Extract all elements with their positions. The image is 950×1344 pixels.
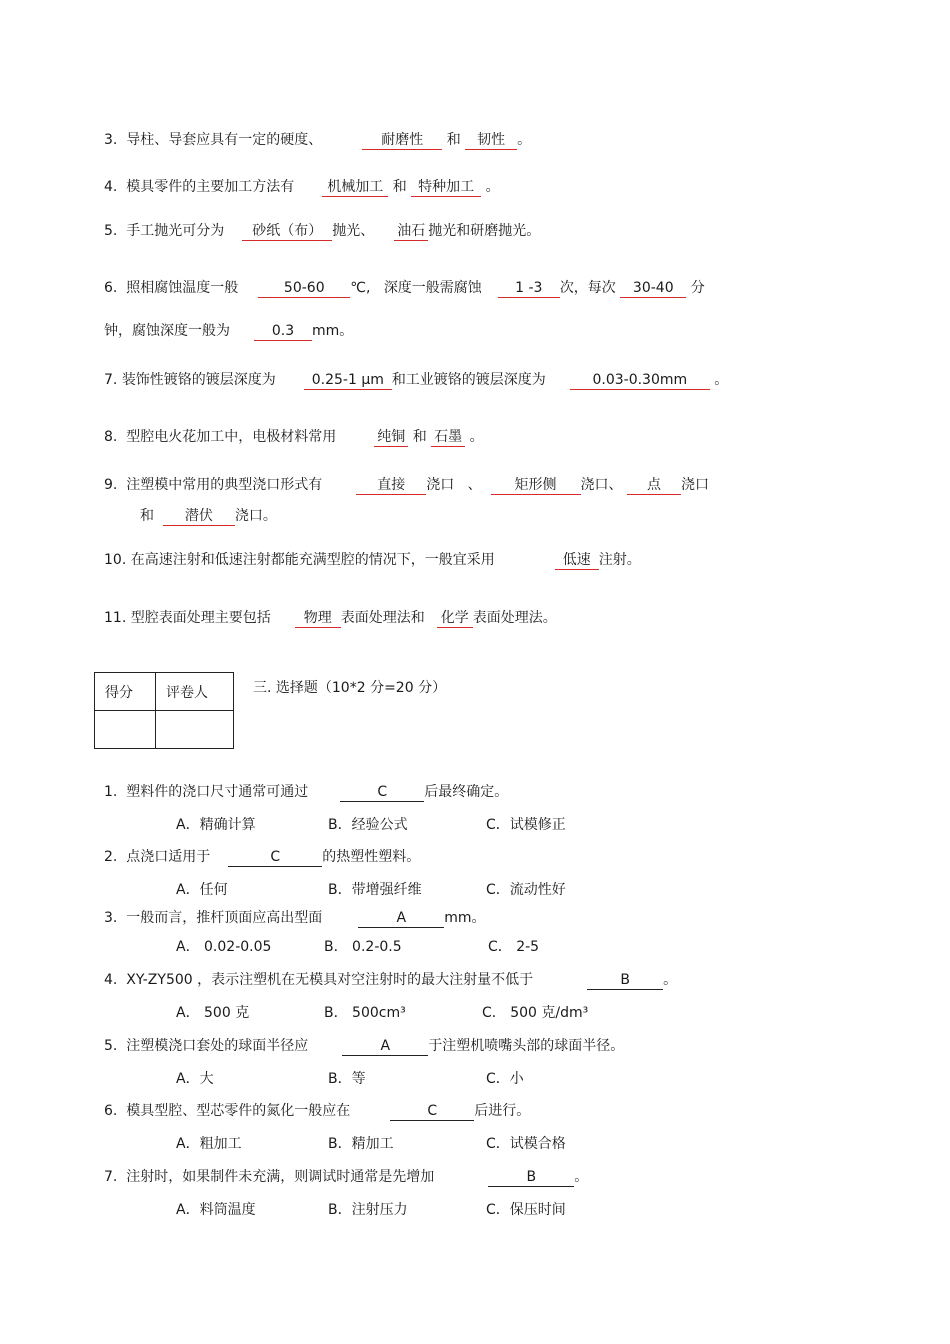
choice-q1: 1. 塑料件的浇口尺寸通常可通过 C 后最终确定。	[104, 784, 509, 800]
choice-q7: 7. 注射时，如果制件未充满，则调试时通常是先增加 B 。	[104, 1169, 589, 1185]
fill-q10: 10. 在高速注射和低速注射都能充满型腔的情况下，一般宜采用 低速 注射。	[104, 552, 641, 568]
answer-blank: 石墨	[431, 428, 465, 447]
option-c: C．流动性好	[486, 882, 566, 898]
option-c: C． 2-5	[488, 939, 540, 955]
choice-q3: 3. 一般而言，推杆顶面应高出型面 A mm。	[104, 910, 486, 926]
option-a: A． 500 克	[176, 1005, 250, 1021]
option-c: C．试模修正	[486, 817, 566, 833]
choice-answer: C	[340, 783, 424, 802]
choice-answer: A	[358, 909, 444, 928]
answer-blank: 纯铜	[374, 428, 408, 447]
option-a: A．精确计算	[176, 817, 256, 833]
option-a: A． 0.02-0.05	[176, 939, 272, 955]
fill-q9: 9. 注塑模中常用的典型浇口形式有 直接 浇口 、 矩形侧 浇口、 点 浇口	[104, 477, 709, 493]
option-b: B． 0.2-0.5	[324, 939, 402, 955]
answer-blank: 50-60	[258, 279, 350, 298]
choice-answer: B	[587, 971, 663, 990]
answer-blank: 0.25-1 μm	[304, 371, 392, 390]
choice-q5: 5. 注塑模浇口套处的球面半径应 A 于注塑机喷嘴头部的球面半径。	[104, 1038, 625, 1054]
section-title: 三. 选择题（10*2 分=20 分）	[253, 680, 447, 696]
answer-blank: 低速	[555, 551, 599, 570]
answer-blank: 耐磨性	[362, 131, 442, 150]
answer-blank: 韧性	[465, 131, 517, 150]
choice-answer: A	[342, 1037, 428, 1056]
answer-blank: 30-40	[620, 279, 686, 298]
score-header: 得分	[95, 673, 156, 711]
score-cell	[95, 711, 156, 749]
option-a: A．料筒温度	[176, 1202, 256, 1218]
answer-blank: 点	[627, 476, 681, 495]
answer-blank: 潜伏	[163, 507, 235, 526]
option-b: B．带增强纤维	[328, 882, 422, 898]
answer-blank: 1 -3	[498, 279, 560, 298]
fill-q5: 5. 手工抛光可分为 砂纸（布） 抛光、 油石 抛光和研磨抛光。	[104, 223, 541, 239]
fill-q6-cont: 钟，腐蚀深度一般为 0.3 mm。	[104, 323, 354, 339]
score-table	[94, 672, 234, 749]
fill-q3: 3. 导柱、导套应具有一定的硬度、 耐磨性 和 韧性 。	[104, 132, 532, 148]
option-c: C． 500 克/dm³	[482, 1005, 589, 1021]
choice-answer: C	[228, 848, 322, 867]
answer-blank: 砂纸（布）	[242, 222, 332, 241]
option-b: B．精加工	[328, 1136, 394, 1152]
option-b: B．注射压力	[328, 1202, 408, 1218]
fill-q7: 7. 装饰性镀铬的镀层深度为 0.25-1 μm 和工业镀铬的镀层深度为 0.03-0.30mm 。	[104, 372, 729, 388]
answer-blank: 物理	[295, 609, 341, 628]
answer-blank: 矩形侧	[491, 476, 581, 495]
choice-q4: 4. XY-ZY500 ，表示注塑机在无模具对空注射时的最大注射量不低于 B 。	[104, 972, 678, 988]
choice-q2: 2. 点浇口适用于 C 的热塑性塑料。	[104, 849, 421, 865]
answer-blank: 直接	[356, 476, 426, 495]
option-c: C．保压时间	[486, 1202, 566, 1218]
choice-answer: C	[390, 1102, 474, 1121]
answer-blank: 0.3	[254, 322, 312, 341]
fill-q4: 4. 模具零件的主要加工方法有 机械加工 和 特种加工 。	[104, 179, 500, 195]
fill-q6: 6. 照相腐蚀温度一般 50-60 ℃, 深度一般需腐蚀 1 -3 次，每次 30-40 分	[104, 280, 705, 296]
answer-blank: 油石	[394, 222, 428, 241]
option-c: C．小	[486, 1071, 524, 1087]
option-c: C．试模合格	[486, 1136, 566, 1152]
fill-q9-cont: 和 潜伏 浇口。	[140, 508, 277, 524]
answer-blank: 0.03-0.30mm	[570, 371, 710, 390]
answer-blank: 化学	[437, 609, 473, 628]
option-b: B．等	[328, 1071, 366, 1087]
choice-q6: 6. 模具型腔、型芯零件的氮化一般应在 C 后进行。	[104, 1103, 531, 1119]
answer-blank: 机械加工	[322, 178, 388, 197]
option-a: A．大	[176, 1071, 214, 1087]
fill-q8: 8. 型腔电火花加工中，电极材料常用 纯铜 和 石墨 。	[104, 429, 484, 445]
answer-blank: 特种加工	[411, 178, 481, 197]
grader-header: 评卷人	[156, 673, 234, 711]
option-b: B． 500cm³	[324, 1005, 406, 1021]
grader-cell	[156, 711, 234, 749]
option-a: A．任何	[176, 882, 228, 898]
option-a: A．粗加工	[176, 1136, 242, 1152]
fill-q11: 11. 型腔表面处理主要包括 物理 表面处理法和 化学 表面处理法。	[104, 610, 557, 626]
option-b: B．经验公式	[328, 817, 408, 833]
choice-answer: B	[488, 1168, 574, 1187]
